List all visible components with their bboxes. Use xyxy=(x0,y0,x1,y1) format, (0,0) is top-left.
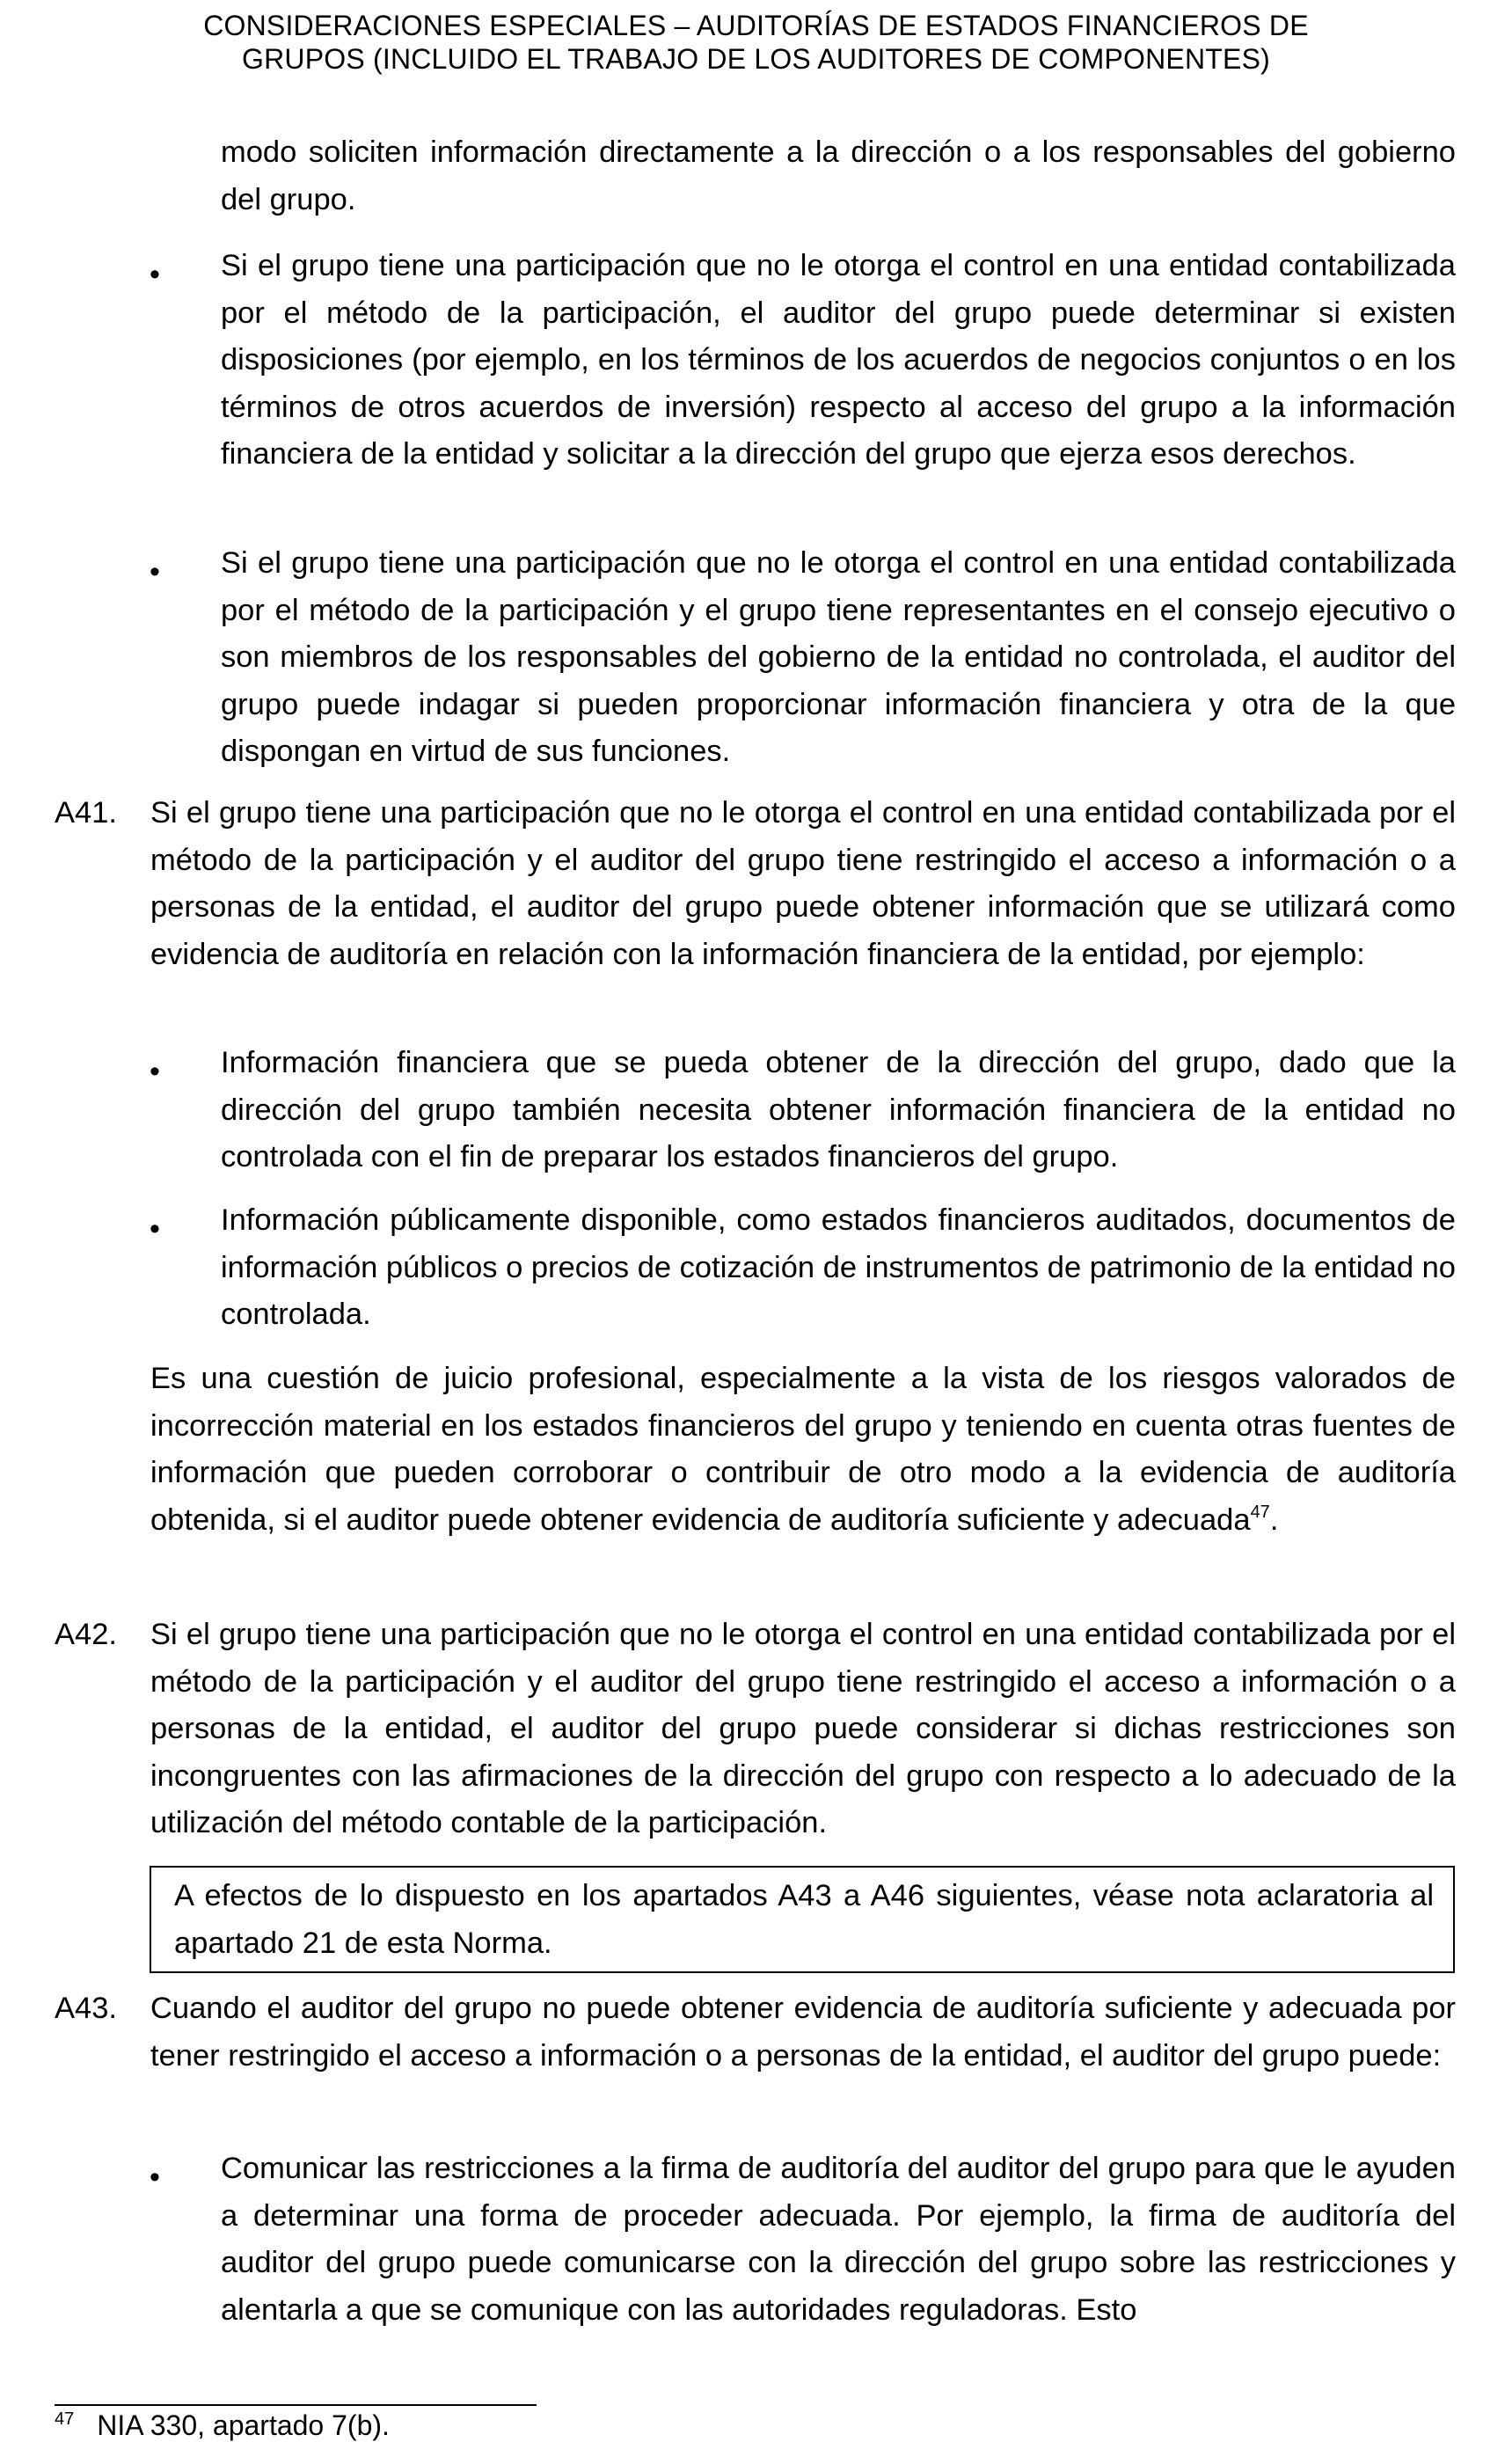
closing-text: Es una cuestión de juicio profesional, especialmente a la vista de los riesgos valorados de incorrección material en los estados financieros del grupo y teniendo en cuenta otras fuentes de información que pueden corroborar o contribuir de otro modo a la evidencia de auditoría obtenida, si el auditor puede obtener evidencia de auditoría suficiente y adecuada xyxy=(150,1362,1456,1537)
bullet-marker: • xyxy=(150,1055,160,1088)
footnote-text: NIA 330, apartado 7(b). xyxy=(97,2409,390,2441)
bullet-marker: • xyxy=(150,258,160,291)
paragraph-a41: Si el grupo tiene una participación que no le otorga el control en una entidad contabilizada por el método de la participación y el auditor del grupo tiene restringido el acceso a información o a personas de la entidad, el auditor del grupo puede obtener información que se utilizará como evidencia de auditoría en relación con la información financiera de la entidad, por ejemplo: xyxy=(150,796,1456,971)
bullet-item: Comunicar las restricciones a la firma de auditoría del auditor del grupo para que le ayuden a determinar una forma de proceder adecuada. Por ejemplo, la firma de auditoría del auditor del grupo puede comunicarse con la dirección del grupo sobre las restricciones y alentarla a que se comunique con las autoridades reguladoras. Esto xyxy=(221,2152,1456,2327)
paragraph-a43: Cuando el auditor del grupo no puede obtener evidencia de auditoría suficiente y adecuada por tener restringido el acceso a información o a personas de la entidad, el auditor del grupo puede: xyxy=(150,1992,1456,2073)
bullet-item: Información financiera que se pueda obtener de la dirección del grupo, dado que la dirección del grupo también necesita obtener información financiera de la entidad no controlada con el fin de preparar los estados financieros del grupo. xyxy=(221,1046,1456,1173)
paragraph-number-a43: A43. xyxy=(55,1992,117,2025)
footnote xyxy=(55,2409,390,2442)
continuation-paragraph: modo soliciten información directamente a la dirección o a los responsables del gobierno del grupo. xyxy=(221,135,1456,216)
paragraph-number-a41: A41. xyxy=(55,796,117,830)
paragraph-a41-closing xyxy=(150,1356,1456,1544)
note-text: A efectos de lo dispuesto en los apartados A43 a A46 siguientes, véase nota aclaratoria al apartado 21 de esta Norma. xyxy=(174,1879,1434,1960)
running-header xyxy=(0,9,1512,76)
bullet-marker: • xyxy=(150,555,160,589)
header-line-2: GRUPOS (INCLUIDO EL TRABAJO DE LOS AUDITORES DE COMPONENTES) xyxy=(242,43,1270,75)
bullet-item: Si el grupo tiene una participación que no le otorga el control en una entidad contabilizada por el método de la participación, el auditor del grupo puede determinar si existen disposiciones (por ejemplo, en los términos de los acuerdos de negocios conjuntos o en los términos de otros acuerdos de inversión) respecto al acceso del grupo a la información financiera de la entidad y solicitar a la dirección del grupo que ejerza esos derechos. xyxy=(221,249,1456,471)
bullet-marker: • xyxy=(150,1212,160,1246)
footnote-separator xyxy=(55,2404,537,2406)
closing-period: . xyxy=(1269,1502,1279,1537)
bullet-marker: • xyxy=(150,2161,160,2194)
bullet-item: Información públicamente disponible, como estados financieros auditados, documentos de información públicos o precios de cotización de instrumentos de patrimonio de la entidad no controlada. xyxy=(221,1203,1456,1331)
paragraph-number-a42: A42. xyxy=(55,1618,117,1651)
clarification-note-box xyxy=(150,1866,1455,1973)
header-line-1: CONSIDERACIONES ESPECIALES – AUDITORÍAS DE ESTADOS FINANCIEROS DE xyxy=(203,10,1309,41)
footnote-marker: 47 xyxy=(55,2409,75,2429)
paragraph-a42: Si el grupo tiene una participación que no le otorga el control en una entidad contabilizada por el método de la participación y el auditor del grupo tiene restringido el acceso a información o a personas de la entidad, el auditor del grupo puede considerar si dichas restricciones son incongruentes con las afirmaciones de la dirección del grupo con respecto a lo adecuado de la utilización del método contable de la participación. xyxy=(150,1618,1456,1839)
bullet-item: Si el grupo tiene una participación que no le otorga el control en una entidad contabilizada por el método de la participación y el grupo tiene representantes en el consejo ejecutivo o son miembros de los responsables del gobierno de la entidad no controlada, el auditor del grupo puede indagar si pueden proporcionar información financiera y otra de la que dispongan en virtud de sus funciones. xyxy=(221,546,1456,768)
footnote-reference[interactable]: 47 xyxy=(1250,1502,1270,1522)
